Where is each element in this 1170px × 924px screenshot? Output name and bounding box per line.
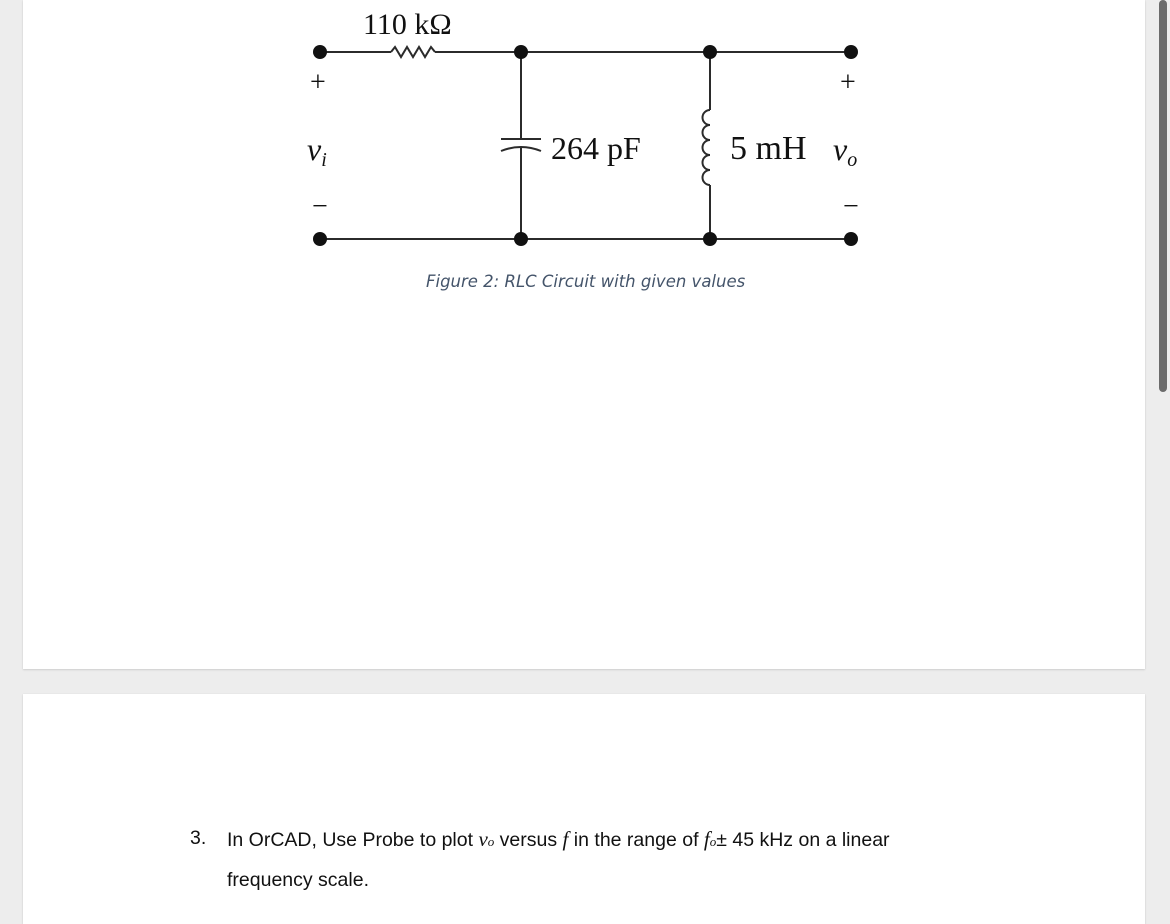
scrollbar[interactable]: [1156, 0, 1170, 907]
rlc-circuit-figure: [23, 0, 1145, 270]
resistor-label: 110 kΩ: [363, 8, 452, 41]
output-terminal-top: [844, 45, 858, 59]
document-page-2: [23, 694, 1145, 924]
output-minus-sign: −: [843, 191, 859, 222]
question-line-2: frequency scale.: [227, 869, 369, 891]
inductor-label: 5 mH: [730, 130, 807, 167]
capacitor-label: 264 pF: [551, 130, 641, 166]
inductor-coil: [703, 110, 710, 185]
input-plus-sign: +: [310, 67, 326, 98]
scrollbar-thumb[interactable]: [1159, 0, 1167, 392]
output-plus-sign: +: [840, 67, 856, 98]
document-page-1: [23, 0, 1145, 669]
output-terminal-bottom: [844, 232, 858, 246]
question-number: 3.: [190, 827, 207, 849]
node-capacitor-bottom: [514, 232, 528, 246]
input-terminal-top: [313, 45, 327, 59]
resistor-zigzag: [391, 47, 435, 57]
figure-caption: Figure 2: RLC Circuit with given values: [426, 272, 746, 291]
input-terminal-bottom: [313, 232, 327, 246]
input-voltage-label: vi: [307, 131, 327, 171]
question-line-1: In OrCAD, Use Probe to plot vo versus f in the range of fo± 45 kHz on a linear: [227, 827, 890, 851]
node-inductor-top: [703, 45, 717, 59]
node-capacitor-top: [514, 45, 528, 59]
output-voltage-label: vo: [833, 131, 858, 171]
input-minus-sign: −: [312, 191, 328, 222]
node-inductor-bottom: [703, 232, 717, 246]
